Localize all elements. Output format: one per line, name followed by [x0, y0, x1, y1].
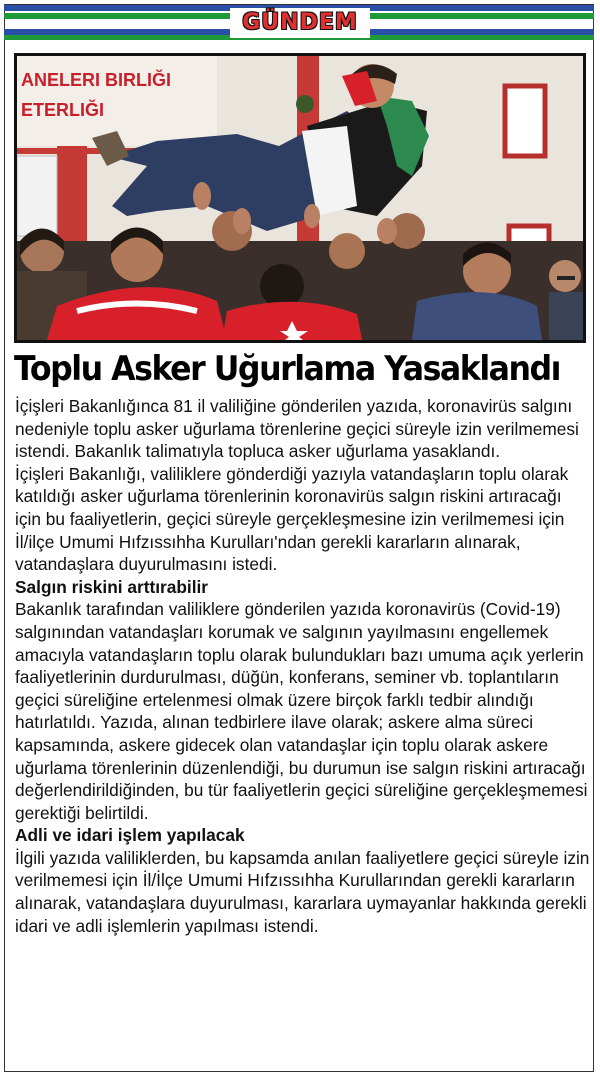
article-paragraph: İçişleri Bakanlığı, valiliklere gönderdiği yazıyla vatandaşların toplu olarak katıldığı asker uğurlama törenlerinin koronavirüs salgın riskini artıracağı için bu faaliyetlerin, geçici süreyle gerçekleşmesine izin verilmemesi için İl/ilçe Umumi Hıfzıssıhha Kurulları'ndan gerekli kararların alınarak, vatandaşlara duyurulmasını istedi. [15, 463, 569, 575]
article-headline: Toplu Asker Uğurlama Yasaklandı [14, 349, 561, 389]
article-paragraph: İçişleri Bakanlığınca 81 il valiliğine gönderilen yazıda, koronavirüs salgını nedeniyle toplu asker uğurlama törenlerine geçici süreyle izin verilmemesi istendi. Bakanlık talimatıyla topluca asker uğurlama yasaklandı. [15, 396, 579, 462]
news-photo [14, 53, 586, 343]
article-paragraph: İlgili yazıda valiliklerden, bu kapsamda anılan faaliyetlere geçici süreyle izin verilmemesi için İl/İlçe Umumi Hıfzıssıhha Kurullarından gerekli kararların alınarak, vatandaşlara duyurulması, kararlara uymayanlar hakkında gerekli idari ve adli işlemlerin yapılması istendi. [15, 847, 590, 936]
article-subheading: Adli ve idari işlem yapılacak [15, 825, 245, 846]
section-label: GÜNDEM [230, 8, 370, 38]
sign-text-2: ETERLIĞI [21, 100, 105, 120]
article-paragraph: Bakanlık tarafından valiliklere gönderilen yazıda koronavirüs (Covid-19) salgınından vatandaşları korumak ve salgının yayılmasını engellemek amacıyla vatandaşların toplu olarak bulundukları bazı umuma açık yerlerin faaliyetlerinin durdurulması, düğün, konferans, seminer vb. toplantıların geçici süreliğine ertelenmesi olmak üzere birçok farklı tedbir alındığı hatırlatıldı. Yazıda, alınan tedbirlere ilave olarak; askere alma süreci kapsamında, askere gidecek olan vatandaşlar için toplu olarak askere uğurlama törenlerinin düzenlendiği, bu durumun ise salgın riskini artıracağı değerlendirildiğinden, bu tür faaliyetlerin geçici süreliğine gerçekleşmemesi gerektiği belirtildi. [15, 599, 588, 823]
sign-text-1: ANELERI BIRLIĞI [21, 70, 172, 90]
article-body [15, 395, 590, 937]
article-subheading: Salgın riskini arttırabilir [15, 576, 209, 597]
crowd-celebration-image [17, 56, 583, 340]
